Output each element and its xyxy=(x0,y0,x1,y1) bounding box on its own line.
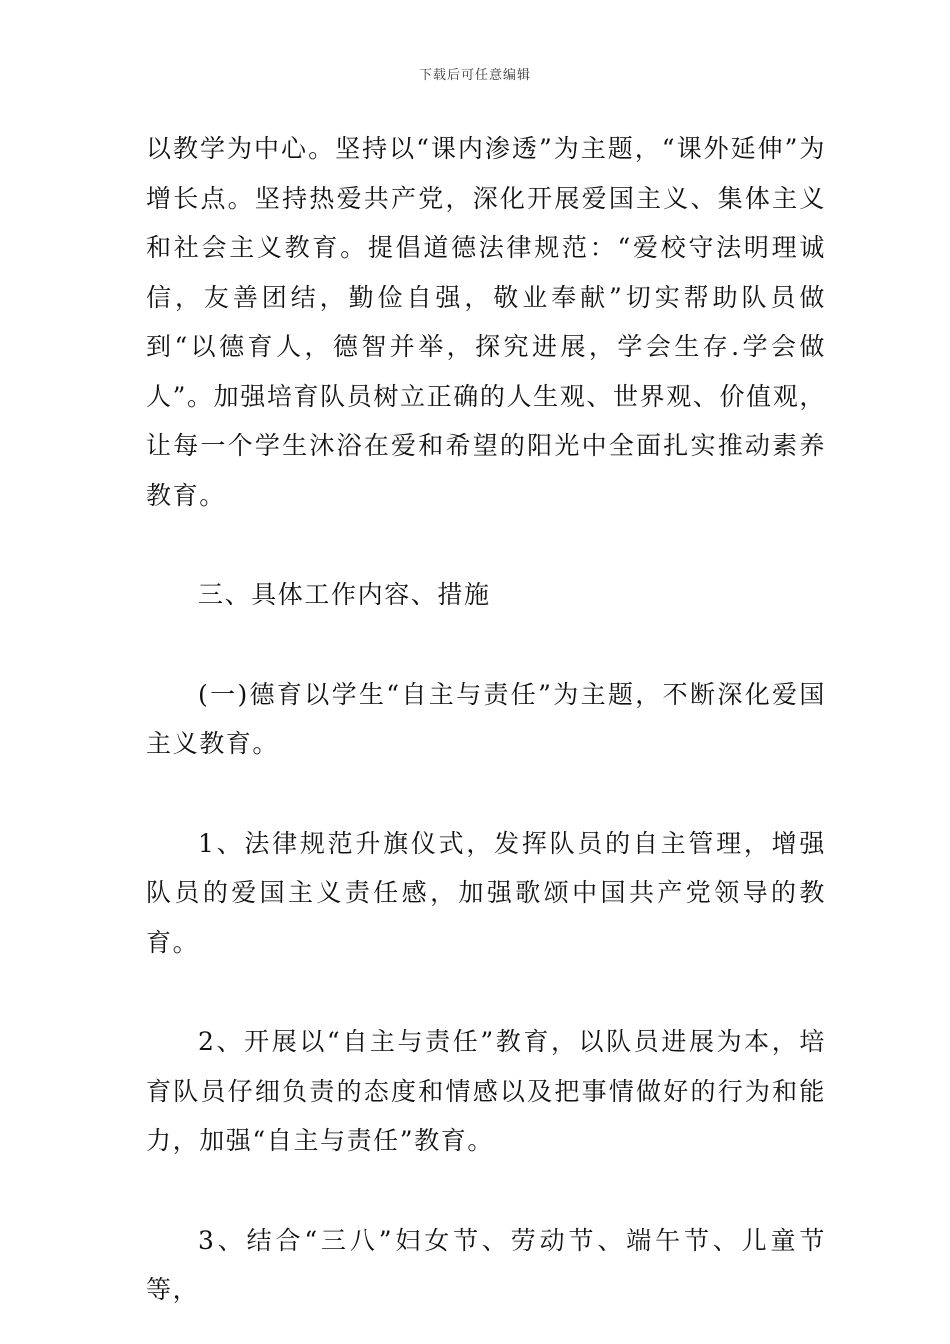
paragraph-gap xyxy=(146,769,826,819)
paragraph-gap xyxy=(146,620,826,670)
paragraph-gap xyxy=(146,520,826,570)
section-heading-3: 三、具体工作内容、措施 xyxy=(198,580,491,609)
list-item-2: 2、开展以“自主与责任”教育，以队员进展为本，培育队员仔细负责的态度和情感以及把事情做好的行为和能力，加强“自主与责任”教育。 xyxy=(146,1027,826,1155)
paragraph-gap xyxy=(146,1166,826,1216)
download-note: 下载后可任意编辑 xyxy=(418,68,531,83)
list-item-3: 3、结合“三八”妇女节、劳动节、端午节、儿童节等， xyxy=(146,1225,826,1304)
subsection-heading-1: (一)德育以学生“自主与责任”为主题，不断深化爱国主义教育。 xyxy=(146,679,826,758)
list-item-1: 1、法律规范升旗仪式，发挥队员的自主管理，增强队员的爱国主义责任感，加强歌颂中国共产党领导的教育。 xyxy=(146,828,826,957)
paragraph-gap xyxy=(146,967,826,1017)
paragraph-intro: 以教学为中心。坚持以“课内渗透”为主题，“课外延伸”为增长点。坚持热爱共产党，深化开展爱国主义、集体主义和社会主义教育。提倡道德法律规范：“爱校守法明理诚信，友善团结，勤俭自强，敬业奉献”切实帮助队员做到“以德育人，德智并举，探究进展，学会生存.学会做人”。加强培育队员树立正确的人生观、世界观、价值观，让每一个学生沐浴在爱和希望的阳光中全面扎实推动素养教育。 xyxy=(146,134,826,510)
document-body xyxy=(146,124,826,1315)
